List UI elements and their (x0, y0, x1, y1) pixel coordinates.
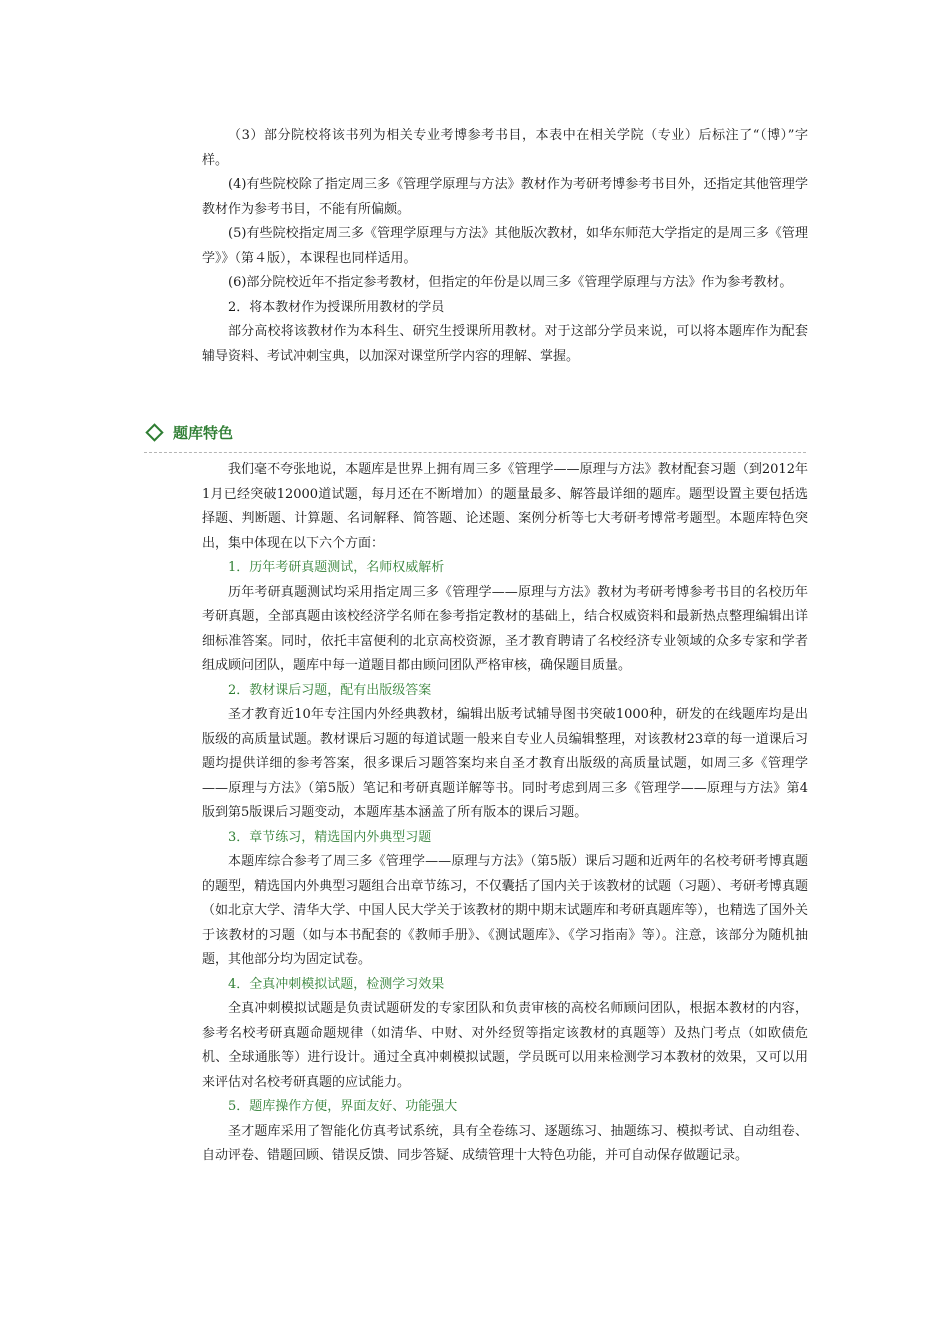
feature-heading: 1．历年考研真题测试，名师权威解析 (228, 560, 445, 575)
features-intro: 我们毫不夸张地说，本题库是世界上拥有周三多《管理学——原理与方法》教材配套习题（到2012年1月已经突破12000道试题，每月还在不断增加）的题量最多、解答最详细的题库。题型设置主要包括选择题、判断题、计算题、名词解释、简答题、论述题、案例分析等七大考研考博常考题型。本题库特色突出，集中体现在以下六个方面： (202, 462, 808, 551)
feature-body: 圣才教育近10年专注国内外经典教材，编辑出版考试辅导图书突破1000种，研发的在线题库均是出版级的高质量试题。教材课后习题的每道试题一般来自专业人员编辑整理，对该教材23章的每一道课后习题均提供详细的参考答案，很多课后习题答案均来自圣才教育出版级的高质量试题，如周三多《管理学——原理与方法》（第5版）笔记和考研真题详解等书。同时考虑到周三多《管理学——原理与方法》第4版到第5版课后习题变动，本题库基本涵盖了所有版本的课后习题。 (202, 707, 808, 820)
feature-heading: 3．章节练习，精选国内外典型习题 (228, 829, 432, 845)
intro-paragraph: 部分高校将该教材作为本科生、研究生授课所用教材。对于这部分学员来说，可以将本题库作为配套辅导资料、考试冲刺宝典，以加深对课堂所学内容的理解、掌握。 (202, 324, 808, 364)
dashed-divider (144, 452, 806, 453)
feature-body: 历年考研真题测试均采用指定周三多《管理学——原理与方法》教材为考研考博参考书目的名校历年考研真题，全部真题由该校经济学名师在参考指定教材的基础上，结合权威资料和最新热点整理编辑出详细标准答案。同时，依托丰富便利的北京高校资源，圣才教育聘请了名校经济专业领域的众多专家和学者组成顾问团队，题库中每一道题目都由顾问团队严格审核，确保题目质量。 (202, 584, 808, 673)
feature-heading: 4．全真冲刺模拟试题，检测学习效果 (228, 976, 445, 992)
intro-paragraph: （3）部分院校将该书列为相关专业考博参考书目，本表中在相关学院（专业）后标注了“（博）”字样。 (202, 128, 808, 168)
intro-subheading: 2．将本教材作为授课所用教材的学员 (228, 299, 445, 315)
intro-paragraph: (5)有些院校指定周三多《管理学原理与方法》其他版次教材，如华东师范大学指定的是周三多《管理学》》（第４版），本课程也同样适用。 (202, 226, 808, 266)
feature-body: 本题库综合参考了周三多《管理学——原理与方法》（第5版）课后习题和近两年的名校考研考博真题的题型，精选国内外典型习题组合出章节练习，不仅囊括了国内关于该教材的试题（习题）、考研考博真题（如北京大学、清华大学、中国人民大学关于该教材的期中期末试题库和考研真题库等），也精选了国外关于该教材的习题（如与本书配套的《教师手册》、《测试题库》、《学习指南》等）。注意，该部分为随机抽题，其他部分均为固定试卷。 (202, 854, 808, 967)
intro-text-block (202, 124, 808, 369)
section-title: 题库特色 (173, 424, 234, 442)
diamond-bullet-icon (145, 423, 163, 441)
intro-paragraph: (4)有些院校除了指定周三多《管理学原理与方法》教材作为考研考博参考书目外，还指定其他管理学教材作为参考书目，不能有所偏颇。 (202, 177, 808, 217)
section-header (146, 422, 233, 443)
feature-heading: 5．题库操作方便，界面友好、功能强大 (228, 1099, 458, 1114)
feature-body: 全真冲刺模拟试题是负责试题研发的专家团队和负责审核的高校名师顾问团队，根据本教材的内容，参考名校考研真题命题规律（如清华、中财、对外经贸等指定该教材的真题等）及热门考点（如欧债危机、全球通胀等）进行设计。通过全真冲刺模拟试题，学员既可以用来检测学习本教材的效果，又可以用来评估对名校考研真题的应试能力。 (202, 1001, 808, 1090)
intro-paragraph: (6)部分院校近年不指定参考教材，但指定的年份是以周三多《管理学原理与方法》作为参考教材。 (228, 275, 793, 290)
feature-heading: 2．教材课后习题，配有出版级答案 (228, 682, 432, 698)
feature-body: 圣才题库采用了智能化仿真考试系统，具有全卷练习、逐题练习、抽题练习、模拟考试、自动组卷、自动评卷、错题回顾、错误反馈、同步答疑、成绩管理十大特色功能，并可自动保存做题记录。 (202, 1123, 808, 1163)
features-text-block (202, 458, 808, 1169)
